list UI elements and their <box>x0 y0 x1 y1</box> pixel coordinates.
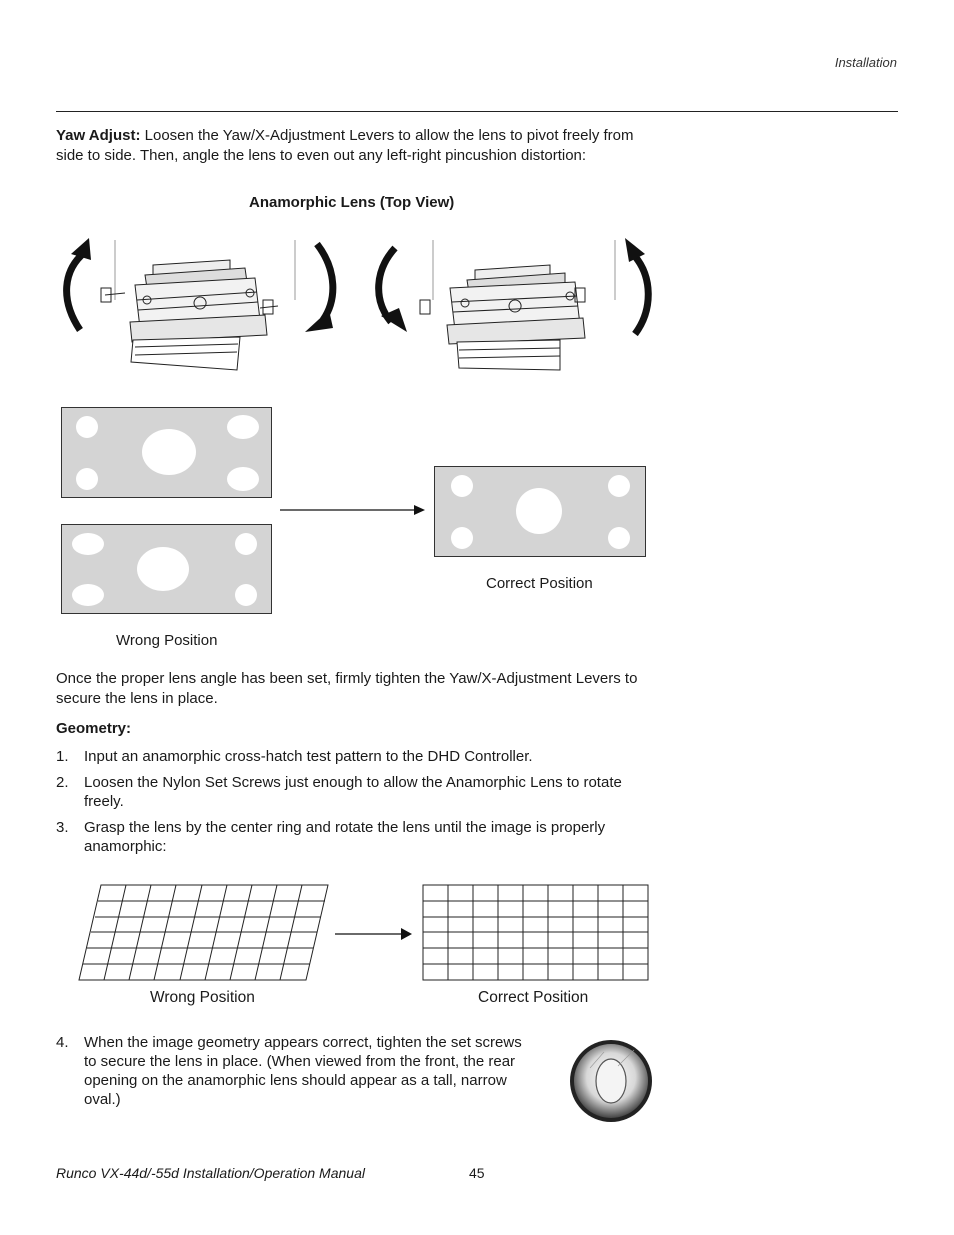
figure-title: Anamorphic Lens (Top View) <box>249 194 455 211</box>
wrong-position-grid <box>78 884 330 982</box>
step-number: 1. <box>56 748 69 765</box>
grid-wrong-caption: Wrong Position <box>150 989 255 1006</box>
rotate-arrow-ccw-right-icon <box>633 254 648 334</box>
geometry-step-2 <box>56 773 646 813</box>
step-text: Grasp the lens by the center ring and rotate the lens until the image is properly anamorphic: <box>84 819 606 855</box>
grid-arrow-icon <box>335 926 413 942</box>
lens-rear-oval-illustration <box>568 1038 654 1124</box>
step-text: When the image geometry appears correct, tighten the set screws to secure the lens in place. (When viewed from the front, the rear opening on the anamorphic lens should appear as a tall, narrow oval.) <box>84 1034 522 1108</box>
geometry-step-1 <box>56 747 646 767</box>
tighten-levers-paragraph: Once the proper lens angle has been set, firmly tighten the Yaw/X-Adjustment Levers to secure the lens in place. <box>56 670 638 707</box>
rotate-arrow-ccw-left-icon <box>67 252 85 330</box>
geometry-heading: Geometry: <box>56 720 132 737</box>
rotate-arrow-cw-left-icon <box>317 244 333 320</box>
page-number: 45 <box>469 1165 485 1181</box>
step-number: 3. <box>56 819 69 836</box>
lens-right-drawing <box>420 240 615 370</box>
yaw-adjust-text: Loosen the Yaw/X-Adjustment Levers to allow the lens to pivot freely from side to side. Then, angle the lens to even out any left-right pincushion distortion: <box>56 127 634 164</box>
yaw-adjust-paragraph <box>56 126 656 165</box>
wrong-position-panel-2 <box>61 524 272 614</box>
arrow-to-correct-icon <box>280 502 426 518</box>
lens-top-view-illustration <box>55 230 665 375</box>
correct-position-panel <box>434 466 646 557</box>
geometry-step-4 <box>56 1033 536 1113</box>
step-number: 4. <box>56 1034 69 1051</box>
header-rule <box>56 111 898 112</box>
grid-correct-caption: Correct Position <box>478 989 589 1006</box>
lens-left-drawing <box>101 240 295 370</box>
wrong-position-panel-1 <box>61 407 272 498</box>
step-text: Input an anamorphic cross-hatch test pattern to the DHD Controller. <box>84 748 533 765</box>
footer-manual-title: Runco VX-44d/-55d Installation/Operation Manual <box>56 1165 365 1181</box>
correct-position-caption: Correct Position <box>486 575 593 592</box>
correct-position-grid <box>422 884 649 982</box>
step-text: Loosen the Nylon Set Screws just enough to allow the Anamorphic Lens to rotate freely. <box>84 774 622 810</box>
geometry-step-3 <box>56 818 646 858</box>
running-header: Installation <box>834 55 897 70</box>
step-number: 2. <box>56 774 69 791</box>
wrong-position-caption: Wrong Position <box>116 632 218 649</box>
yaw-adjust-label: Yaw Adjust: <box>56 127 141 144</box>
